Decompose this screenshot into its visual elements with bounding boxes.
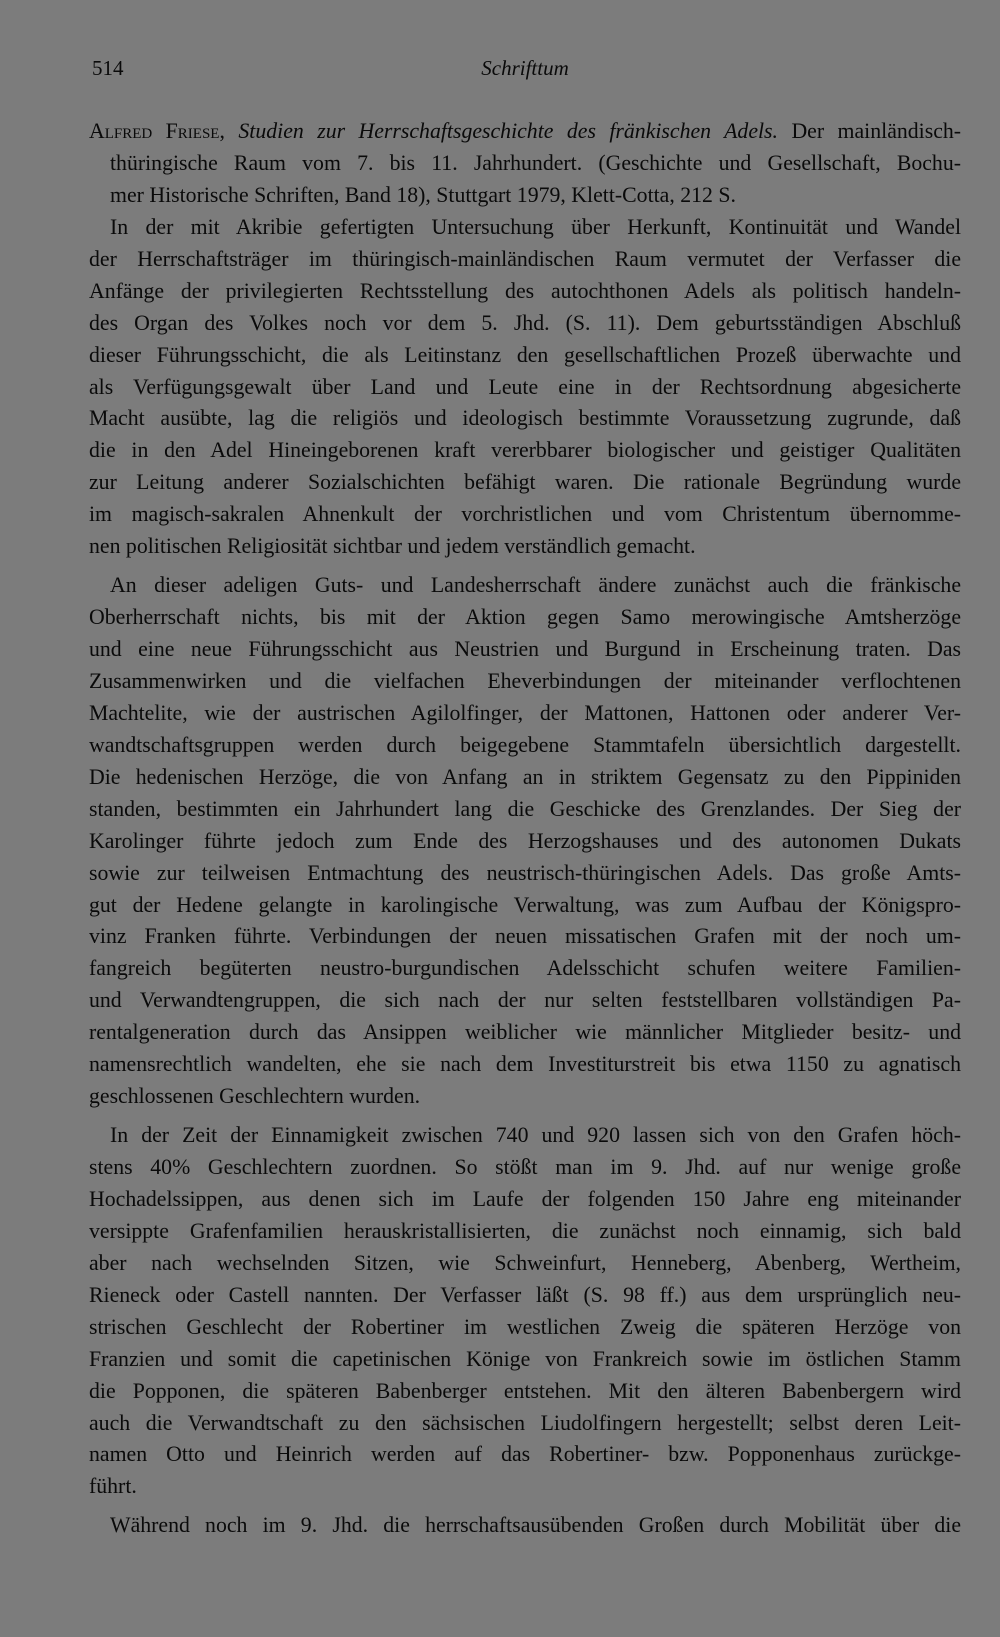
text-line: Rieneck oder Castell nannten. Der Verfasser läßt (S. 98 ff.) aus dem ursprünglich neu- bbox=[89, 1282, 961, 1307]
text-line: der Herrschaftsträger im thüringisch-mainländischen Raum vermutet der Verfasser die bbox=[89, 246, 961, 271]
text-line: fangreich begüterten neustro-burgundischen Adelsschicht schufen weitere Familien- bbox=[89, 956, 961, 981]
text-line: In der mit Akribie gefertigten Untersuchung über Herkunft, Kontinuität und Wandel bbox=[110, 214, 961, 239]
paragraph-gap bbox=[89, 1113, 961, 1120]
text-line: wandtschaftsgruppen werden durch beigegebene Stammtafeln übersichtlich dargestellt. bbox=[89, 732, 961, 757]
paragraph bbox=[89, 1120, 961, 1503]
text-line: und Verwandtengruppen, die sich nach der nur selten feststellbaren vollständigen Pa- bbox=[89, 988, 961, 1013]
text-line: führt. bbox=[89, 1474, 137, 1499]
text-line: strischen Geschlecht der Robertiner im westlichen Zweig die späteren Herzöge von bbox=[89, 1314, 961, 1339]
text-line: versippte Grafenfamilien herauskristallisierten, die zunächst noch einnamig, sich bald bbox=[89, 1218, 961, 1243]
text-line: namensrechtlich wandelten, ehe sie nach dem Investiturstreit bis etwa 1150 zu agnatisch bbox=[89, 1052, 961, 1077]
text-line: Hochadelssippen, aus denen sich im Laufe der folgenden 150 Jahre eng miteinander bbox=[89, 1186, 961, 1211]
text-line: standen, bestimmten ein Jahrhundert lang die Geschicke des Grenzlandes. Der Sieg der bbox=[89, 796, 961, 821]
paragraph bbox=[89, 212, 961, 563]
text-line: geschlossenen Geschlechtern wurden. bbox=[89, 1084, 421, 1109]
text-line: Die hedenischen Herzöge, die von Anfang an in striktem Gegensatz zu den Pippiniden bbox=[89, 764, 961, 789]
text-line: sowie zur teilweisen Entmachtung des neustrisch-thüringischen Adels. Das große Amts- bbox=[89, 860, 961, 885]
citation-line-2: thüringische Raum vom 7. bis 11. Jahrhundert. (Geschichte und Gesellschaft, Bochu- bbox=[110, 150, 961, 175]
text-line: und eine neue Führungsschicht aus Neustrien und Burgund in Erscheinung traten. Das bbox=[89, 637, 961, 661]
citation-title: Studien zur Herrschaftsgeschichte des fränkischen Adels. bbox=[238, 119, 778, 143]
paragraph bbox=[89, 570, 961, 1113]
text-line: Zusammenwirken und die vielfachen Eheverbindungen der miteinander verflochtenen bbox=[89, 668, 961, 693]
text-line: gut der Hedene gelangte in karolingische Verwaltung, was zum Aufbau der Königspro- bbox=[89, 892, 961, 917]
text-line: Franzien und somit die capetinischen Könige von Frankreich sowie im östlichen Stamm bbox=[89, 1346, 961, 1371]
text-line: Während noch im 9. Jhd. die herrschaftsausübenden Großen durch Mobilität über die bbox=[110, 1513, 961, 1538]
text-line: zur Leitung anderer Sozialschichten befähigt waren. Die rationale Begründung wurde bbox=[89, 470, 961, 495]
citation-author: Alfred Friese, bbox=[89, 119, 225, 143]
running-title: Schrifttum bbox=[481, 56, 569, 80]
text-line: Macht ausübte, lag die religiös und ideologisch bestimmte Voraussetzung zugrunde, daß bbox=[89, 406, 961, 431]
text-line: Machtelite, wie der austrischen Agilolfinger, der Mattonen, Hattonen oder anderer Ver- bbox=[89, 700, 961, 725]
citation-subtitle-start: Der mainländisch- bbox=[791, 119, 962, 143]
text-line: des Organ des Volkes noch vor dem 5. Jhd. (S. 11). Dem geburtsständigen Abschluß bbox=[89, 310, 961, 335]
review-body bbox=[89, 212, 961, 1542]
page-header bbox=[92, 56, 958, 92]
text-line: dieser Führungsschicht, die als Leitinstanz den gesellschaftlichen Prozeß überwachte und bbox=[89, 342, 961, 367]
text-line: rentalgeneration durch das Ansippen weiblicher wie männlicher Mitglieder besitz- und bbox=[89, 1020, 961, 1045]
paragraph-gap bbox=[89, 1503, 961, 1510]
text-line: An dieser adeligen Guts- und Landesherrschaft ändere zunächst auch die fränkische bbox=[110, 573, 961, 598]
text-line: Oberherrschaft nichts, bis mit der Aktion gegen Samo merowingische Amtsherzöge bbox=[89, 605, 961, 630]
text-line: Anfänge der privilegierten Rechtsstellung des autochthonen Adels als politisch handeln- bbox=[89, 278, 961, 303]
paragraph bbox=[89, 1510, 961, 1542]
text-line: die Popponen, die späteren Babenberger entstehen. Mit den älteren Babenbergern wird bbox=[89, 1378, 961, 1403]
text-line: die in den Adel Hineingeborenen kraft vererbbarer biologischer und geistiger Qualitäten bbox=[89, 438, 961, 463]
text-line: als Verfügungsgewalt über Land und Leute eine in der Rechtsordnung abgesicherte bbox=[89, 374, 961, 399]
text-line: auch die Verwandtschaft zu den sächsischen Liudolfingern hergestellt; selbst deren Leit- bbox=[89, 1410, 961, 1435]
text-line: Karolinger führte jedoch zum Ende des Herzogshauses und des autonomen Dukats bbox=[89, 828, 961, 853]
text-line: im magisch-sakralen Ahnenkult der vorchristlichen und vom Christentum übernomme- bbox=[89, 502, 961, 527]
text-line: nen politischen Religiosität sichtbar und jedem verständlich gemacht. bbox=[89, 534, 696, 559]
page-number: 514 bbox=[92, 56, 124, 80]
text-line: stens 40% Geschlechtern zuordnen. So stößt man im 9. Jhd. auf nur wenige große bbox=[89, 1155, 961, 1179]
text-line: namen Otto und Heinrich werden auf das Robertiner- bzw. Popponenhaus zurückge- bbox=[89, 1442, 961, 1467]
text-line: vinz Franken führte. Verbindungen der neuen missatischen Grafen mit der noch um- bbox=[89, 924, 961, 949]
text-line: In der Zeit der Einnamigkeit zwischen 740 und 920 lassen sich von den Grafen höch- bbox=[110, 1123, 961, 1148]
text-line: aber nach wechselnden Sitzen, wie Schweinfurt, Henneberg, Abenberg, Wertheim, bbox=[89, 1250, 961, 1275]
citation-line-1 bbox=[89, 116, 961, 148]
paragraph-gap bbox=[89, 563, 961, 570]
review-content bbox=[89, 116, 961, 1542]
citation-line-3: mer Historische Schriften, Band 18), Stuttgart 1979, Klett-Cotta, 212 S. bbox=[110, 182, 736, 207]
